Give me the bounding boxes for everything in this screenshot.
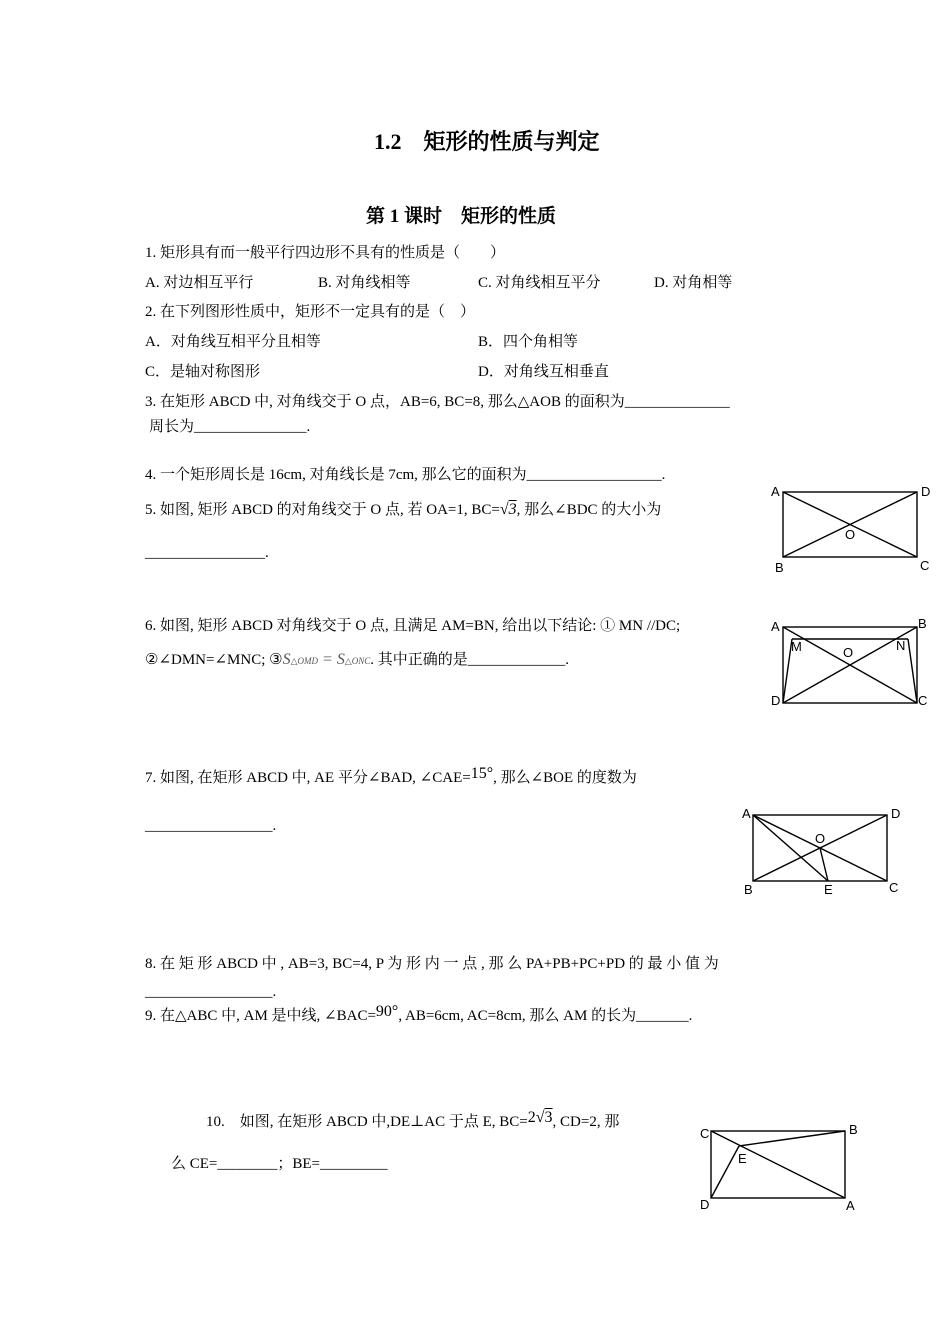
q10-label-b: B xyxy=(849,1122,858,1137)
q10-text-before: 10. 如图, 在矩形 ABCD 中,DE⊥AC 于点 E, BC= xyxy=(206,1114,528,1130)
q7-text-after: , 那么∠BOE 的度数为 xyxy=(493,770,637,786)
area-equals: = xyxy=(318,651,337,668)
q5-text-before: 5. 如图, 矩形 ABCD 的对角线交于 O 点, 若 OA=1, BC= xyxy=(145,502,500,518)
sqrt-sign: √ xyxy=(535,1109,545,1126)
q10-label-d: D xyxy=(700,1197,710,1212)
area-right-subscript: △ONC xyxy=(344,656,371,666)
q5-label-c: C xyxy=(920,558,930,573)
area-left-symbol: S xyxy=(282,651,291,668)
q1-option-d: D. 对角相等 xyxy=(654,275,733,291)
q10-label-c: C xyxy=(700,1126,710,1141)
q6-text-before: ②∠DMN=∠MNC; ③ xyxy=(145,652,283,668)
q9-line1 xyxy=(145,1003,693,1026)
q2-option-a: A．对角线互相平分且相等 xyxy=(145,334,321,350)
q7-line1 xyxy=(145,765,637,788)
q6-figure xyxy=(765,612,940,712)
q10-line2: 么 CE=________；BE=_________ xyxy=(171,1156,388,1172)
sqrt-expression xyxy=(500,501,517,518)
q6-label-n: N xyxy=(896,638,906,653)
q6-label-o: O xyxy=(843,645,854,660)
q8-line2: _________________. xyxy=(145,984,277,1000)
q10-text-after: , CD=2, 那 xyxy=(552,1114,620,1130)
q6-label-m: M xyxy=(791,639,802,654)
q10-label-e: E xyxy=(738,1151,747,1166)
q6-line2 xyxy=(145,650,569,671)
q10-sqrt-expression xyxy=(528,1109,553,1126)
q7-label-b: B xyxy=(744,882,753,897)
q5-text-after: , 那么∠BDC 的大小为 xyxy=(516,502,662,518)
lesson-subtitle: 第 1 课时 矩形的性质 xyxy=(366,206,557,227)
area-equation xyxy=(283,651,371,668)
q10-label-a: A xyxy=(846,1198,855,1213)
q9-text-after: , AB=6cm, AC=8cm, 那么 AM 的长为_______. xyxy=(398,1008,693,1024)
q7-label-e: E xyxy=(824,882,833,897)
q10-figure xyxy=(695,1115,870,1220)
q2-option-d: D．对角线互相垂直 xyxy=(478,364,609,380)
q7-label-c: C xyxy=(889,880,899,895)
q2-stem: 2. 在下列图形性质中，矩形不一定具有的是（ ） xyxy=(145,304,476,320)
page-title: 1.2 矩形的性质与判定 xyxy=(374,129,600,154)
sqrt-sign: √ xyxy=(499,501,509,518)
q6-label-a: A xyxy=(771,619,780,634)
q7-blank: _________________. xyxy=(145,818,277,834)
q7-text-before: 7. 如图, 在矩形 ABCD 中, AE 平分∠BAD, ∠CAE= xyxy=(145,770,471,786)
q5-label-b: B xyxy=(775,560,784,575)
q1-option-a: A. 对边相互平行 xyxy=(145,275,254,291)
q7-figure xyxy=(735,800,910,900)
q1-option-c: C. 对角线相互平分 xyxy=(478,275,601,291)
q5-line1 xyxy=(145,500,661,520)
q6-label-c: C xyxy=(918,693,928,708)
q5-blank: ________________. xyxy=(145,545,269,561)
q10-coefficient: 2 xyxy=(527,1109,536,1126)
q2-option-b: B．四个角相等 xyxy=(478,334,579,350)
q6-label-b: B xyxy=(918,616,927,631)
area-right-symbol: S xyxy=(336,651,345,668)
q2-option-c: C．是轴对称图形 xyxy=(145,364,261,380)
q5-label-a: A xyxy=(771,484,780,499)
q1-stem: 1. 矩形具有而一般平行四边形不具有的性质是（ ） xyxy=(145,245,506,261)
q7-label-d: D xyxy=(891,806,901,821)
q4-text: 4. 一个矩形周长是 16cm, 对角线长是 7cm, 那么它的面积为__________________. xyxy=(145,467,666,483)
q5-label-d: D xyxy=(921,484,931,499)
q3-line2: 周长为_______________. xyxy=(149,419,311,435)
q6-label-d: D xyxy=(771,693,781,708)
q6-text-after: . 其中正确的是_____________. xyxy=(370,652,570,668)
q6-line1: 6. 如图, 矩形 ABCD 对角线交于 O 点, 且满足 AM=BN, 给出以下结论: ① MN //DC; xyxy=(145,618,681,634)
q9-angle: 90° xyxy=(375,1003,399,1020)
q10-sqrt-value: 3 xyxy=(544,1109,553,1126)
q5-label-o: O xyxy=(845,527,856,542)
q7-label-o: O xyxy=(815,831,826,846)
q1-option-b: B. 对角线相等 xyxy=(318,275,411,291)
q3-line1: 3. 在矩形 ABCD 中, 对角线交于 O 点，AB=6, BC=8, 那么△AOB 的面积为______________ xyxy=(145,394,730,410)
q7-angle: 15° xyxy=(470,765,494,782)
q5-sqrt-value: 3 xyxy=(508,501,517,518)
q7-label-a: A xyxy=(742,806,751,821)
q9-text-before: 9. 在△ABC 中, AM 是中线, ∠BAC= xyxy=(145,1008,376,1024)
q8-line1: 8. 在 矩 形 ABCD 中 , AB=3, BC=4, P 为 形 内 一 点 , 那 么 PA+PB+PC+PD 的 最 小 值 为 xyxy=(145,956,719,972)
q10-line1 xyxy=(206,1109,620,1132)
area-left-subscript: △OMD xyxy=(290,656,319,666)
q5-figure xyxy=(765,478,935,578)
